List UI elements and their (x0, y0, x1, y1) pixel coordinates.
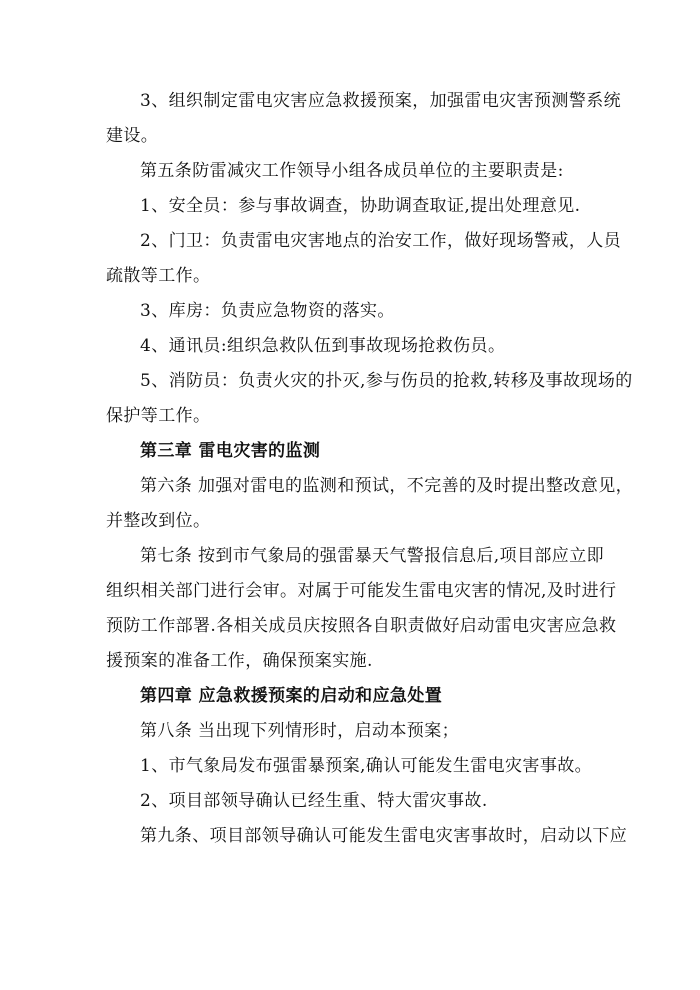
paragraph-line: 第五条防雷减灾工作领导小组各成员单位的主要职责是: (140, 161, 564, 181)
paragraph-line: 并整改到位。 (106, 511, 211, 531)
paragraph-line: 5、消防员：负责火灾的扑灭,参与伤员的抢救,转移及事故现场的 (140, 371, 633, 391)
paragraph-line: 保护等工作。 (106, 406, 211, 426)
chapter-heading: 第三章 雷电灾害的监测 (140, 441, 321, 461)
paragraph-line: 预防工作部署.各相关成员庆按照各自职责做好启动雷电灾害应急救 (106, 616, 617, 636)
paragraph-line: 4、通讯员:组织急救队伍到事故现场抢救伤员。 (140, 336, 506, 356)
paragraph-line: 第六条 加强对雷电的监测和预试，不完善的及时提出整改意见， (140, 476, 634, 496)
paragraph-line: 3、库房：负责应急物资的落实。 (140, 301, 395, 321)
paragraph-line: 2、项目部领导确认已经生重、特大雷灾事故. (140, 791, 488, 811)
paragraph-line: 第七条 按到市气象局的强雷暴天气警报信息后,项目部应立即 (140, 546, 605, 566)
paragraph-line: 建设。 (106, 126, 159, 146)
paragraph-line: 援预案的准备工作，确保预案实施. (106, 651, 373, 671)
paragraph-line: 1、安全员：参与事故调查，协助调查取证,提出处理意见. (140, 196, 581, 216)
paragraph-line: 疏散等工作。 (106, 266, 211, 286)
paragraph-line: 3、组织制定雷电灾害应急救援预案，加强雷电灾害预测警系统 (140, 91, 622, 111)
paragraph-line: 组织相关部门进行会审。对属于可能发生雷电灾害的情况,及时进行 (106, 581, 617, 601)
chapter-heading: 第四章 应急救援预案的启动和应急处置 (140, 686, 443, 706)
paragraph-line: 2、门卫：负责雷电灾害地点的治安工作，做好现场警戒，人员 (140, 231, 622, 251)
paragraph-line: 第九条、项目部领导确认可能发生雷电灾害事故时，启动以下应 (140, 826, 628, 846)
paragraph-line: 第八条 当出现下列情形时，启动本预案； (140, 721, 460, 741)
document-body (106, 84, 634, 854)
paragraph-line: 1、市气象局发布强雷暴预案,确认可能发生雷电灾害事故。 (140, 756, 593, 776)
